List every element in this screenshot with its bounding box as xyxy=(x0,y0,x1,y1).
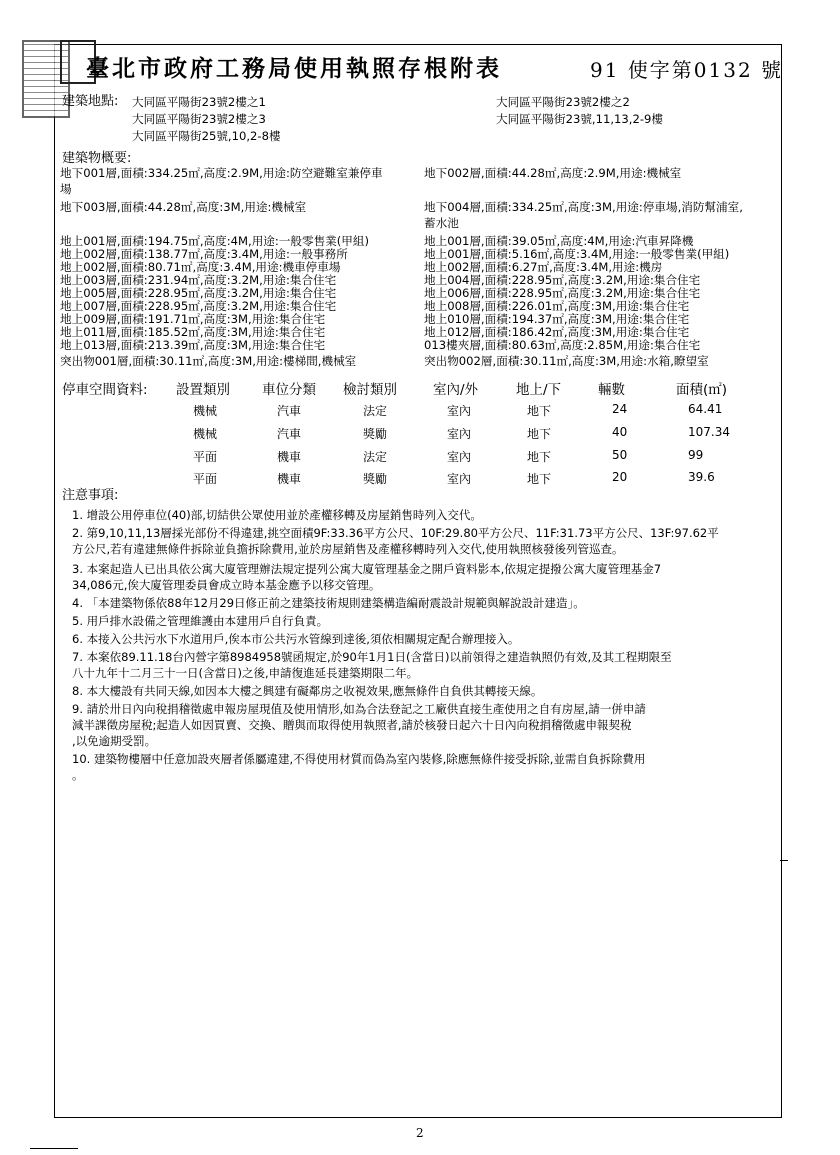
address-item: 大同區平陽街23號2樓之2 xyxy=(496,95,630,109)
note-line: 方公尺,若有違建無條件拆除並負擔拆除費用,並於房屋銷售及產權移轉時列入交代,使用執照核發後列管巡查。 xyxy=(72,542,624,556)
document-number: 91 使字第0132 號 xyxy=(590,58,784,82)
note-line: 9. 請於卅日內向稅捐稽徵處申報房屋現值及使用情形,如為合法登記之工廠供直接生產使用之自有房屋,請一併申請 xyxy=(72,702,646,716)
parking-cell: 地下 xyxy=(527,404,552,418)
overview-line: 地上013層,面積:213.39㎡,高度:3M,用途:集合住宅 xyxy=(60,338,326,352)
overview-line: 地上002層,面積:80.71㎡,高度:3.4M,用途:機車停車場 xyxy=(60,260,341,274)
parking-cell: 地下 xyxy=(527,450,552,464)
overview-line: 地上002層,面積:138.77㎡,高度:3.4M,用途:一般事務所 xyxy=(60,247,348,261)
note-line: 2. 第9,10,11,13層採光部份不得違建,挑空面積9F:33.36平方公尺、10F:29.80平方公尺、11F:31.73平方公尺、13F:97.62平 xyxy=(72,526,719,540)
parking-cell: 法定 xyxy=(363,450,388,464)
parking-cell: 39.6 xyxy=(688,470,715,484)
parking-header-cell: 車位分類 xyxy=(262,382,316,398)
address-item: 大同區平陽街23號,11,13,2-9樓 xyxy=(496,112,664,126)
parking-cell: 40 xyxy=(612,425,628,439)
overview-line: 地上004層,面積:228.95㎡,高度:3.2M,用途:集合住宅 xyxy=(424,273,701,287)
overview-line: 蓄水池 xyxy=(424,216,459,230)
note-line: 10. 建築物樓層中任意加設夾層者係屬違建,不得使用材質而偽為室內裝修,除應無條件接受拆除,並需自負拆除費用 xyxy=(72,752,646,766)
parking-cell: 法定 xyxy=(363,404,388,418)
address-label: 建築地點: xyxy=(62,94,119,109)
overview-line: 地上001層,面積:194.75㎡,高度:4M,用途:一般零售業(甲組) xyxy=(60,234,369,248)
note-line: 8. 本大樓設有共同天線,如因本大樓之興建有礙鄰房之收視效果,應無條件自負供其轉接天線。 xyxy=(72,684,543,698)
parking-cell: 99 xyxy=(688,448,704,462)
overview-label: 建築物概要: xyxy=(62,151,132,166)
overview-line: 地下002層,面積:44.28㎡,高度:2.9M,用途:機械室 xyxy=(424,166,682,180)
note-line: ,以免逾期受罰。 xyxy=(72,734,157,748)
overview-line: 013樓夾層,面積:80.63㎡,高度:2.85M,用途:集合住宅 xyxy=(424,338,701,352)
note-line: 3. 本案起造人已出具依公寓大廈管理辦法規定提列公寓大廈管理基金之開戶資料影本,依規定提撥公寓大廈管理基金7 xyxy=(72,562,662,576)
parking-cell: 獎勵 xyxy=(363,472,388,486)
parking-cell: 汽車 xyxy=(277,427,302,441)
overview-line: 地上001層,面積:39.05㎡,高度:4M,用途:汽車昇降機 xyxy=(424,234,694,248)
overview-line: 地上012層,面積:186.42㎡,高度:3M,用途:集合住宅 xyxy=(424,325,690,339)
parking-header-cell: 設置類別 xyxy=(176,382,230,398)
parking-header-cell: 室內/外 xyxy=(433,382,479,398)
parking-header-cell: 面積(㎡) xyxy=(676,382,728,398)
note-line: 減半課徵房屋稅;起造人如因買賣、交換、贈與而取得使用執照者,請於核發日起六十日內向稅捐稽徵處申報契稅 xyxy=(72,718,632,732)
overview-line: 地下004層,面積:334.25㎡,高度:3M,用途:停車場,消防幫浦室, xyxy=(424,200,743,214)
overview-line: 地上007層,面積:228.95㎡,高度:3.2M,用途:集合住宅 xyxy=(60,299,337,313)
overview-line: 地上001層,面積:5.16㎡,高度:3.4M,用途:一般零售業(甲組) xyxy=(424,247,730,261)
note-line: 4. 「本建築物係依88年12月29日修正前之建築技術規則建築構造編耐震設計規範與解說設計建造」。 xyxy=(72,596,585,610)
parking-cell: 室內 xyxy=(447,427,472,441)
note-line: 5. 用戶排水設備之管理維護由本建用戶自行負責。 xyxy=(72,614,329,628)
parking-cell: 室內 xyxy=(447,472,472,486)
parking-cell: 機車 xyxy=(277,450,302,464)
overview-line: 地上008層,面積:226.01㎡,高度:3M,用途:集合住宅 xyxy=(424,299,690,313)
parking-label: 停車空間資料: xyxy=(62,382,148,398)
page-number: 2 xyxy=(416,1126,424,1140)
note-line: 6. 本接入公共污水下水道用戶,俟本市公共污水管線到達後,須依相關規定配合辦理接入。 xyxy=(72,632,520,646)
margin-tick xyxy=(780,860,788,861)
overview-line: 地下003層,面積:44.28㎡,高度:3M,用途:機械室 xyxy=(60,200,307,214)
parking-cell: 20 xyxy=(612,470,628,484)
overview-line: 地下001層,面積:334.25㎡,高度:2.9M,用途:防空避難室兼停車 xyxy=(60,166,383,180)
parking-cell: 50 xyxy=(612,448,628,462)
parking-header-cell: 檢討類別 xyxy=(343,382,397,398)
overview-line: 地上003層,面積:231.94㎡,高度:3.2M,用途:集合住宅 xyxy=(60,273,337,287)
parking-cell: 室內 xyxy=(447,404,472,418)
notes-label: 注意事項: xyxy=(62,488,119,503)
parking-cell: 24 xyxy=(612,402,628,416)
overview-line: 地上006層,面積:228.95㎡,高度:3.2M,用途:集合住宅 xyxy=(424,286,701,300)
note-line: 34,086元,俟大廈管理委員會成立時本基金應予以移交管理。 xyxy=(72,578,381,592)
overview-line: 突出物001層,面積:30.11㎡,高度:3M,用途:樓梯間,機械室 xyxy=(60,354,357,368)
note-line: 7. 本案依89.11.18台內營字第8984958號函規定,於90年1月1日(含當日)以前領得之建造執照仍有效,及其工程期限至 xyxy=(72,650,672,664)
overview-line: 突出物002層,面積:30.11㎡,高度:3M,用途:水箱,瞭望室 xyxy=(424,354,709,368)
overview-line: 地上009層,面積:191.71㎡,高度:3M,用途:集合住宅 xyxy=(60,312,326,326)
parking-header-cell: 輛數 xyxy=(598,382,625,398)
parking-cell: 地下 xyxy=(527,472,552,486)
bottom-rule xyxy=(30,1148,78,1149)
overview-line: 地上002層,面積:6.27㎡,高度:3.4M,用途:機房 xyxy=(424,260,663,274)
parking-cell: 室內 xyxy=(447,450,472,464)
note-line: 。 xyxy=(72,768,84,782)
parking-header-cell: 地上/下 xyxy=(516,382,562,398)
parking-cell: 平面 xyxy=(193,450,218,464)
overview-line: 地上010層,面積:194.37㎡,高度:3M,用途:集合住宅 xyxy=(424,312,690,326)
address-item: 大同區平陽街25號,10,2-8樓 xyxy=(132,129,281,143)
page-title: 臺北市政府工務局使用執照存根附表 xyxy=(86,56,502,82)
parking-cell: 獎勵 xyxy=(363,427,388,441)
address-item: 大同區平陽街23號2樓之3 xyxy=(132,112,266,126)
overview-line: 地上005層,面積:228.95㎡,高度:3.2M,用途:集合住宅 xyxy=(60,286,337,300)
parking-cell: 64.41 xyxy=(688,402,723,416)
parking-cell: 平面 xyxy=(193,472,218,486)
address-item: 大同區平陽街23號2樓之1 xyxy=(132,95,266,109)
overview-line: 地上011層,面積:185.52㎡,高度:3M,用途:集合住宅 xyxy=(60,325,326,339)
note-line: 八十九年十二月三十一日(含當日)之後,申請復進延長建築期限二年。 xyxy=(72,666,419,680)
parking-cell: 汽車 xyxy=(277,404,302,418)
parking-cell: 機車 xyxy=(277,472,302,486)
parking-cell: 107.34 xyxy=(688,425,730,439)
overview-line: 場 xyxy=(60,182,72,196)
note-line: 1. 增設公用停車位(40)部,切結供公眾使用並於產權移轉及房屋銷售時列入交代。 xyxy=(72,508,482,522)
parking-cell: 機械 xyxy=(193,404,218,418)
parking-cell: 地下 xyxy=(527,427,552,441)
parking-cell: 機械 xyxy=(193,427,218,441)
